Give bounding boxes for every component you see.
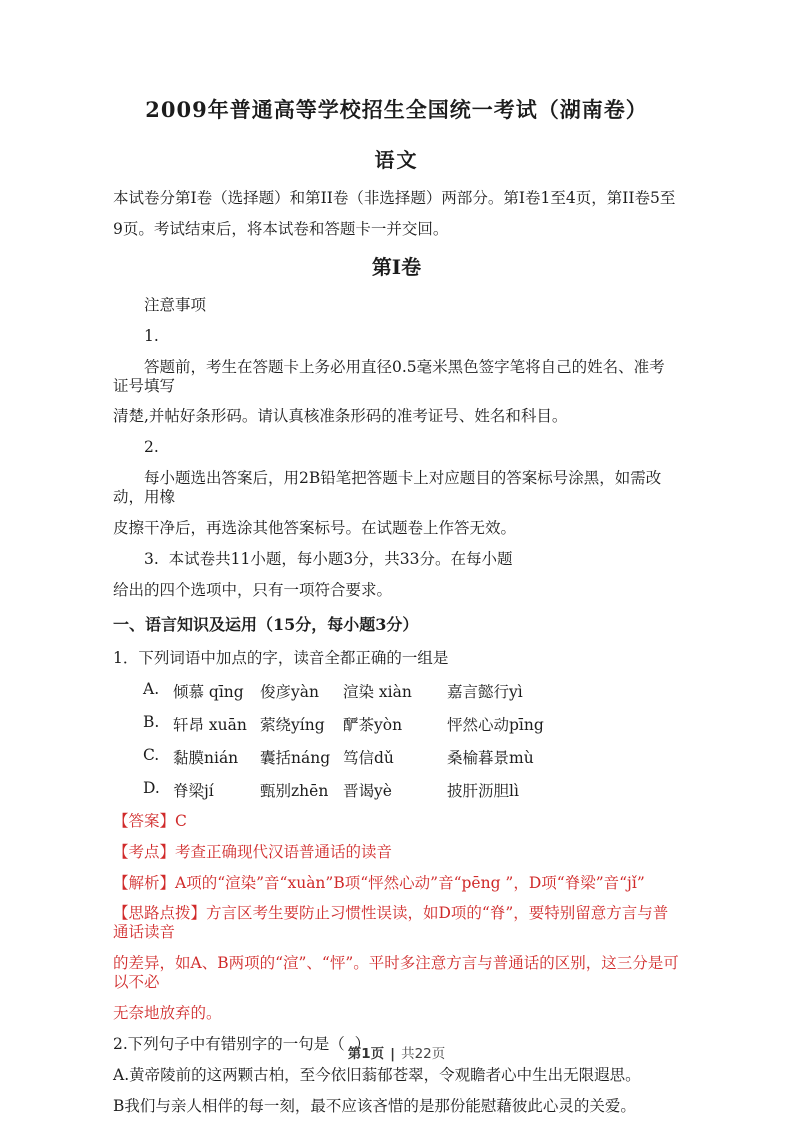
option-label: B.: [143, 712, 160, 731]
notice-line: 皮擦干净后，再选涂其他答案标号。在试题卷上作答无效。: [113, 519, 517, 538]
analysis-line: 【解析】A项的“渲染”音“xuàn”B项“怦然心动”音“pēng ”，D项“脊梁”音“jǐ”: [113, 873, 645, 892]
question-1-text: 1．下列词语中加点的字，读音全都正确的一组是: [113, 648, 449, 667]
tip-line: 的差异，如A、B两项的“渲”、“怦”。平时多注意方言与普通话的区别，这三分是可以不必: [113, 954, 679, 992]
q2-option-a: A.黄帝陵前的这两颗古柏，至今依旧蓊郁苍翠，令观瞻者心中生出无限遐思。: [113, 1065, 641, 1084]
notice-line: 1.: [144, 326, 159, 345]
notice-line: 答题前，考生在答题卡上务必用直径0.5毫米黑色签字笔将自己的姓名、准考证号填写: [113, 357, 665, 395]
option-item: 萦绕yíng: [260, 715, 325, 734]
question-2-text: 2.下列句子中有错别字的一句是（ ）: [113, 1034, 371, 1053]
option-label: A.: [143, 679, 160, 698]
option-item: 晋谒yè: [343, 781, 392, 800]
option-item: 囊括náng: [260, 748, 331, 767]
exam-point-line: 【考点】考查正确现代汉语普通话的读音: [113, 842, 393, 861]
tip-line: 【思路点拨】方言区考生要防止习惯性误读，如D项的“脊”，要特别留意方言与普通话读音: [113, 904, 669, 942]
answer-line: 【答案】C: [113, 811, 187, 830]
option-item: 黏膜nián: [173, 748, 239, 767]
q2-option-b: B我们与亲人相伴的每一刻，最不应该吝惜的是那份能慰藉彼此心灵的关爱。: [113, 1096, 636, 1115]
total-pages: 共22页: [401, 1046, 446, 1062]
option-item: 俊彦yàn: [260, 682, 319, 701]
section-heading: 第I卷: [371, 254, 422, 279]
option-item: 披肝沥胆lì: [447, 781, 519, 800]
option-item: 嘉言懿行yì: [447, 682, 523, 701]
page-title: 2009年普通高等学校招生全国统一考试（湖南卷）: [145, 97, 648, 122]
notice-line: 2.: [144, 438, 159, 457]
page-number: 第1页: [347, 1046, 385, 1062]
intro-line: 9页。考试结束后，将本试卷和答题卡一并交回。: [113, 219, 449, 238]
option-item: 甄别zhēn: [260, 781, 329, 800]
notice-line: 每小题选出答案后，用2B铅笔把答题卡上对应题目的答案标号涂黑，如需改动，用橡: [113, 469, 662, 507]
part-heading: 一、语言知识及运用（15分，每小题3分）: [113, 614, 419, 634]
option-row-c: [113, 746, 680, 779]
tip-line: 无奈地放弃的。: [113, 1004, 222, 1023]
intro-line: 本试卷分第I卷（选择题）和第II卷（非选择题）两部分。第I卷1至4页，第II卷5至: [113, 189, 676, 207]
notice-line: 清楚,并帖好条形码。请认真核准条形码的准考证号、姓名和科目。: [113, 407, 568, 426]
option-item: 脊梁jí: [173, 781, 214, 800]
option-item: 桑榆暮景mù: [447, 748, 534, 767]
notice-line: 3. 本试卷共11小题，每小题3分，共33分。在每小题: [144, 549, 513, 568]
option-item: 笃信dǔ: [343, 748, 394, 767]
page-footer: [0, 1042, 793, 1062]
option-item: 酽茶yòn: [343, 715, 403, 734]
option-row-d: [113, 779, 680, 812]
option-label: D.: [143, 778, 160, 797]
option-row-b: [113, 713, 680, 746]
footer-separator: |: [390, 1046, 396, 1062]
option-item: 渲染 xiàn: [343, 682, 412, 701]
option-row-a: [113, 680, 680, 713]
notice-line: 注意事项: [144, 295, 207, 314]
option-label: C.: [143, 745, 160, 764]
option-item: 怦然心动pīng: [447, 715, 544, 734]
subject-title: 语文: [374, 148, 419, 172]
option-item: 倾慕 qīng: [173, 682, 244, 701]
notice-line: 给出的四个选项中，只有一项符合要求。: [113, 580, 393, 599]
option-item: 轩昂 xuān: [173, 715, 247, 734]
